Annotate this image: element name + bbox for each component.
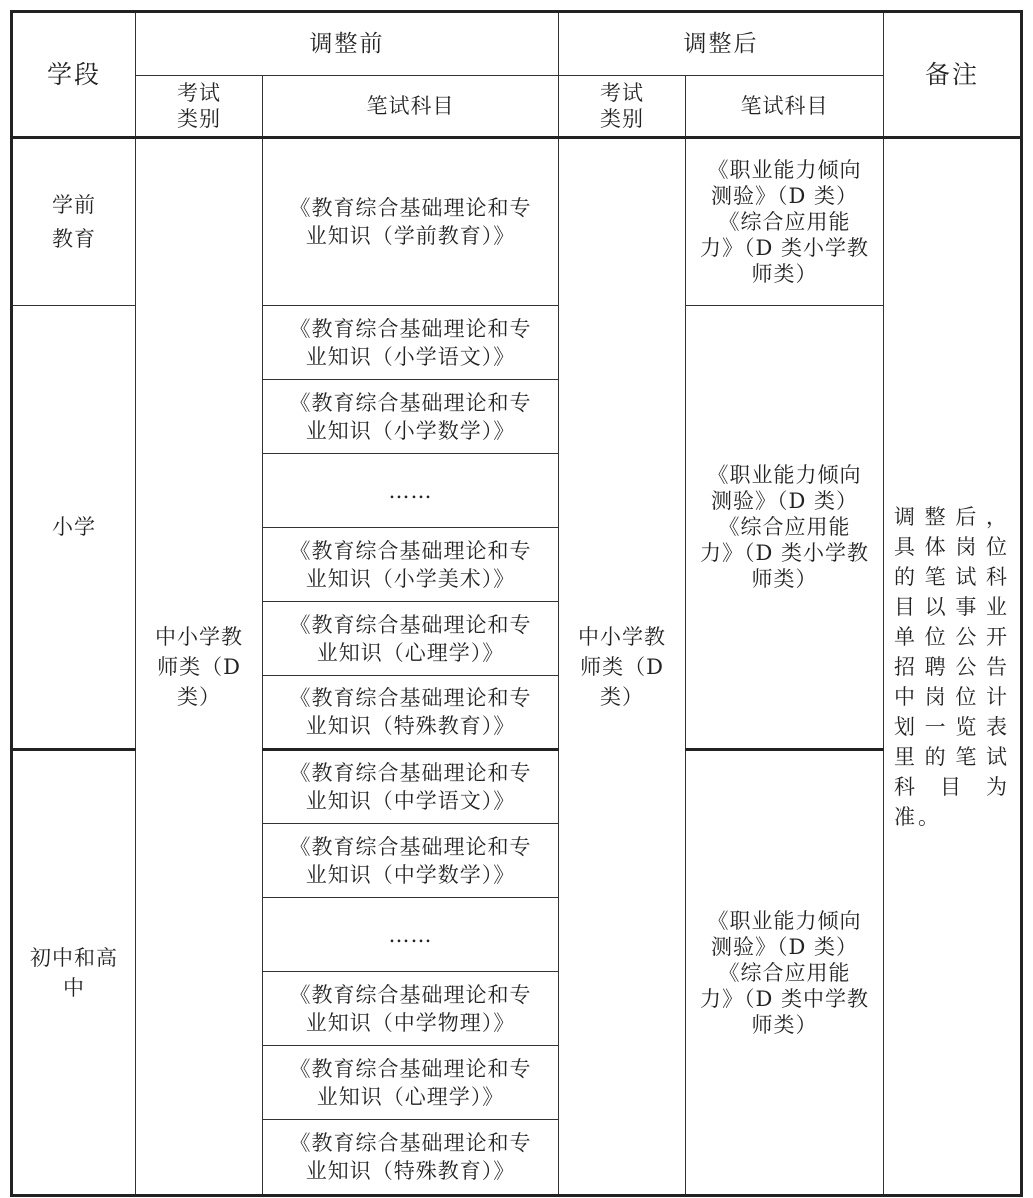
before-subject-line2: 业知识（学前教育）》 xyxy=(305,224,516,248)
after-subject-secondary xyxy=(686,750,884,1196)
header-before-subject: 笔试科目 xyxy=(263,76,559,138)
after-subject-line4: 力》（D 类小学教 xyxy=(699,236,869,260)
after-category xyxy=(559,138,686,1196)
stage-secondary-line1: 初中和高 xyxy=(30,945,118,970)
after-subject-line1: 《职业能力倾向 xyxy=(707,463,862,487)
after-category-line3: 类） xyxy=(600,684,644,709)
before-subject-line2: 业知识（小学数学）》 xyxy=(305,418,516,443)
after-category-line1: 中小学教 xyxy=(578,624,666,649)
after-category-line2: 师类（D xyxy=(580,654,664,679)
after-subject-line1: 《职业能力倾向 xyxy=(707,908,862,933)
header-stage: 学段 xyxy=(12,12,136,138)
before-subject-line1: 《教育综合基础理论和专 xyxy=(289,1056,532,1081)
stage-preschool-line2: 教育 xyxy=(52,227,96,251)
before-subject-row xyxy=(263,602,559,676)
before-subject-line2: 业知识（特殊教育）》 xyxy=(305,714,516,738)
header-after-subject: 笔试科目 xyxy=(686,76,884,138)
before-subject-line2: 业知识（特殊教育）》 xyxy=(305,1159,516,1183)
before-category-line2: 师类（D xyxy=(157,654,241,679)
header-exam-type-line1: 考试 xyxy=(177,81,221,105)
before-subject-line1: 《教育综合基础理论和专 xyxy=(289,982,532,1007)
after-subject-line2: 测验》（D 类） xyxy=(710,184,858,208)
stage-secondary xyxy=(12,750,136,1196)
header-exam-type-line1: 考试 xyxy=(600,81,644,105)
before-subject-line1: 《教育综合基础理论和专 xyxy=(289,390,532,415)
header-exam-type-line2: 类别 xyxy=(600,107,644,131)
before-subject-line2: 业知识（中学物理）》 xyxy=(305,1010,516,1035)
exam-adjustment-table xyxy=(10,10,1023,1197)
before-subject-line1: 《教育综合基础理论和专 xyxy=(289,1131,532,1155)
before-subject-row xyxy=(263,972,559,1046)
stage-preschool xyxy=(12,138,136,306)
after-subject-preschool xyxy=(686,138,884,306)
before-subject-row xyxy=(263,676,559,750)
before-subject-row xyxy=(263,824,559,898)
header-after-exam-type xyxy=(559,76,686,138)
before-category xyxy=(136,138,263,1196)
stage-primary: 小学 xyxy=(12,306,136,750)
after-subject-line5: 师类） xyxy=(751,262,818,286)
header-remark: 备注 xyxy=(884,12,1022,138)
after-subject-line4: 力》（D 类小学教 xyxy=(699,541,869,565)
before-subject-line1: 《教育综合基础理论和专 xyxy=(289,612,532,637)
before-subject-line2: 业知识（小学美术）》 xyxy=(305,566,516,591)
after-subject-line5: 师类） xyxy=(751,567,818,591)
before-subject-line2: 业知识（中学语文）》 xyxy=(305,789,516,813)
before-subject-row xyxy=(263,138,559,306)
before-subject-line1: 《教育综合基础理论和专 xyxy=(289,834,532,859)
after-subject-line2: 测验》（D 类） xyxy=(710,934,858,959)
after-subject-line3: 《综合应用能 xyxy=(718,515,851,539)
before-subject-ellipsis: …… xyxy=(263,898,559,972)
before-subject-row xyxy=(263,1046,559,1120)
before-subject-line1: 《教育综合基础理论和专 xyxy=(289,761,532,785)
before-subject-line2: 业知识（心理学）》 xyxy=(316,640,505,665)
stage-preschool-line1: 学前 xyxy=(52,193,96,217)
after-subject-line4: 力》（D 类中学教 xyxy=(699,986,869,1011)
before-subject-line1: 《教育综合基础理论和专 xyxy=(289,196,532,220)
before-subject-line1: 《教育综合基础理论和专 xyxy=(289,686,532,710)
after-subject-line1: 《职业能力倾向 xyxy=(707,158,862,182)
before-category-line1: 中小学教 xyxy=(155,624,243,649)
stage-secondary-line2: 中 xyxy=(63,975,85,1000)
remark-text: 调整后，具体岗位的笔试科目以事业单位公开招聘公告中岗位计划一览表里的笔试科目为准。 xyxy=(884,138,1022,1196)
before-category-line3: 类） xyxy=(177,684,221,709)
before-subject-line2: 业知识（中学数学）》 xyxy=(305,862,516,887)
before-subject-line1: 《教育综合基础理论和专 xyxy=(289,316,532,341)
before-subject-line2: 业知识（心理学）》 xyxy=(316,1084,505,1109)
header-before-exam-type xyxy=(136,76,263,138)
after-subject-primary xyxy=(686,306,884,750)
before-subject-ellipsis: …… xyxy=(263,454,559,528)
header-before: 调整前 xyxy=(136,12,559,76)
before-subject-row xyxy=(263,750,559,824)
before-subject-line1: 《教育综合基础理论和专 xyxy=(289,538,532,563)
before-subject-row xyxy=(263,1120,559,1196)
header-after: 调整后 xyxy=(559,12,884,76)
before-subject-row xyxy=(263,528,559,602)
after-subject-line5: 师类） xyxy=(751,1012,818,1037)
after-subject-line3: 《综合应用能 xyxy=(718,960,851,985)
header-exam-type-line2: 类别 xyxy=(177,107,221,131)
before-subject-row xyxy=(263,306,559,380)
after-subject-line3: 《综合应用能 xyxy=(718,210,851,234)
after-subject-line2: 测验》（D 类） xyxy=(710,489,858,513)
before-subject-line2: 业知识（小学语文）》 xyxy=(305,344,516,369)
exam-adjustment-table-wrapper xyxy=(10,10,1023,1197)
before-subject-row xyxy=(263,380,559,454)
